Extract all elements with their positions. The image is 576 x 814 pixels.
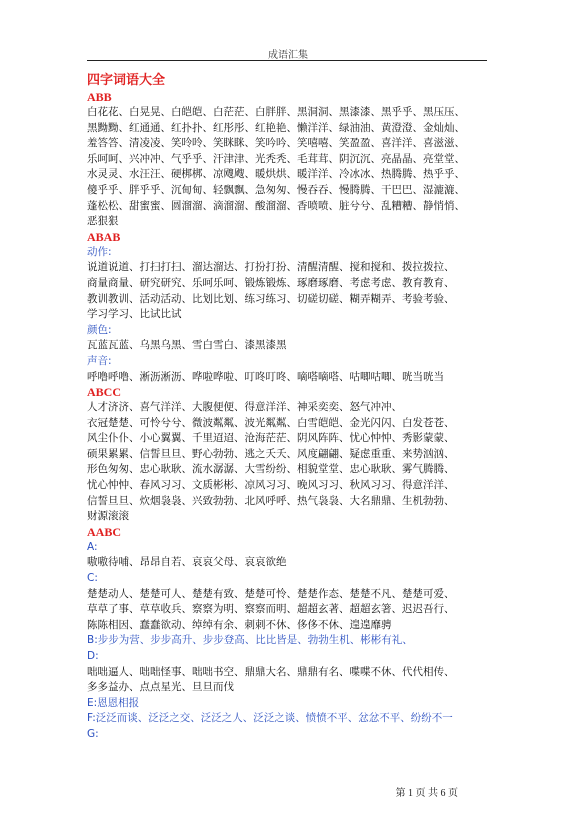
abb-line: 蓬松松、甜蜜蜜、圆溜溜、滴溜溜、酸溜溜、香喷喷、脏兮兮、乱糟糟、静悄悄、 xyxy=(87,199,465,212)
subheading-actions: 动作: xyxy=(87,245,112,258)
aabc-line: 嗷嗷待哺、昂昂自若、哀哀父母、哀哀欲绝 xyxy=(87,556,287,569)
abcc-line: 形色匆匆、忠心耿耿、流水潺潺、大雪纷纷、相貌堂堂、忠心耿耿、雾气腾腾、 xyxy=(87,463,455,476)
aabc-line: 陈陈相因、蠢蠢欲动、绰绰有余、刺刺不休、侈侈不休、遑遑靡骋 xyxy=(87,618,392,631)
abcc-line: 信誓旦旦、炊烟袅袅、兴致勃勃、北风呼呼、热气袅袅、大名鼎鼎、生机勃勃、 xyxy=(87,494,455,507)
abb-line: 白花花、白晃晃、白皑皑、白茫茫、白胖胖、黑洞洞、黑漆漆、黑乎乎、黑压压、 xyxy=(87,106,465,118)
abcc-line: 忧心忡忡、春风习习、文质彬彬、凉风习习、晚风习习、秋风习习、得意洋洋、 xyxy=(87,479,455,492)
subheading-letter-a: A: xyxy=(87,540,98,553)
page-number: 第 1 页 共 6 页 xyxy=(395,788,458,799)
subheading-letter-g: G: xyxy=(87,727,99,740)
subheading-colors: 颜色: xyxy=(87,323,112,336)
abab-line: 瓦蓝瓦蓝、乌黑乌黑、雪白雪白、漆黑漆黑 xyxy=(87,339,287,352)
abab-line: 学习学习、比试比试 xyxy=(87,308,182,321)
abab-line: 说道说道、打扫打扫、溜达溜达、打扮打扮、清醒清醒、搅和搅和、拨拉拨拉、 xyxy=(87,261,455,274)
abab-line: 商量商量、研究研究、乐呵乐呵、锻炼锻炼、琢磨琢磨、考虑考虑、教育教育、 xyxy=(87,276,455,289)
abab-line: 教训教训、活动活动、比划比划、练习练习、切磋切磋、糊弄糊弄、考验考验、 xyxy=(87,292,455,305)
abb-line: 羞答答、清凌凌、笑呤呤、笑眯眯、笑吟吟、笑嘻嘻、笑盈盈、喜洋洋、喜滋滋、 xyxy=(87,137,465,150)
subheading-sounds: 声音: xyxy=(87,354,112,367)
page-header-title: 成语汇集 xyxy=(268,50,308,61)
abb-line: 水灵灵、水汪汪、硬梆梆、凉飕飕、暖烘烘、暖洋洋、冷冰冰、热腾腾、热乎乎、 xyxy=(87,168,465,181)
aabc-line: 楚楚动人、楚楚可人、楚楚有致、楚楚可怜、楚楚作态、楚楚不凡、楚楚可爱、 xyxy=(87,587,455,600)
abab-line: 呼噜呼噜、淅沥淅沥、哗啦哗啦、叮咚叮咚、嘀嗒嘀嗒、咕唧咕唧、咣当咣当 xyxy=(87,370,444,383)
abcc-line: 硕果累累、信誓旦旦、野心勃勃、逃之夭夭、风度翩翩、疑虑重重、来势汹汹、 xyxy=(87,447,455,460)
aabc-line: 多多益办、点点星光、旦旦而伐 xyxy=(87,681,234,694)
abb-line: 恶狠狠 xyxy=(87,215,119,228)
subheading-letter-f: F:泛泛而谈、泛泛之交、泛泛之人、泛泛之谈、愤愤不平、忿忿不平、纷纷不一 xyxy=(87,712,453,725)
section-heading-abab: ABAB xyxy=(87,229,121,244)
document-body xyxy=(87,72,487,743)
abcc-line: 人才济济、喜气洋洋、大腹便便、得意洋洋、神采奕奕、怒气冲冲、 xyxy=(87,401,402,414)
abb-line: 乐呵呵、兴冲冲、气乎乎、汗津津、光秃秃、毛茸茸、阴沉沉、亮晶晶、亮堂堂、 xyxy=(87,152,465,165)
subheading-letter-b: B:步步为营、步步高升、步步登高、比比皆是、勃勃生机、彬彬有礼、 xyxy=(87,634,413,647)
aabc-line: 咄咄逼人、咄咄怪事、咄咄书空、鼎鼎大名、鼎鼎有名、喋喋不休、代代相传、 xyxy=(87,665,455,678)
subheading-letter-c: C: xyxy=(87,572,98,585)
abb-line: 黑黝黝、红通通、红扑扑、红彤彤、红艳艳、懒洋洋、绿油油、黄澄澄、金灿灿、 xyxy=(87,121,465,134)
subheading-letter-e: E:恩恩相报 xyxy=(87,696,140,709)
abcc-line: 衣冠楚楚、可怜兮兮、微波粼粼、波光粼粼、白雪皑皑、金光闪闪、白发苍苍、 xyxy=(87,416,455,429)
subheading-letter-d: D: xyxy=(87,650,99,662)
section-heading-aabc: AABC xyxy=(87,524,122,539)
aabc-line: 草草了事、草草收兵、察察为明、察察而明、超超玄著、超超玄箸、迟迟吾行、 xyxy=(87,603,455,616)
abcc-line: 风尘仆仆、小心翼翼、千里迢迢、沧海茫茫、阴风阵阵、忧心忡忡、秀影蒙蒙、 xyxy=(87,432,455,445)
header-divider xyxy=(87,60,487,61)
section-heading-abcc: ABCC xyxy=(87,385,122,400)
main-title: 四字词语大全 xyxy=(87,73,166,88)
abcc-line: 财源滚滚 xyxy=(87,510,129,523)
abb-line: 傻乎乎、胖乎乎、沉甸甸、轻飘飘、急匆匆、慢吞吞、慢腾腾、干巴巴、湿漉漉、 xyxy=(87,183,465,196)
section-heading-abb: ABB xyxy=(87,90,112,104)
